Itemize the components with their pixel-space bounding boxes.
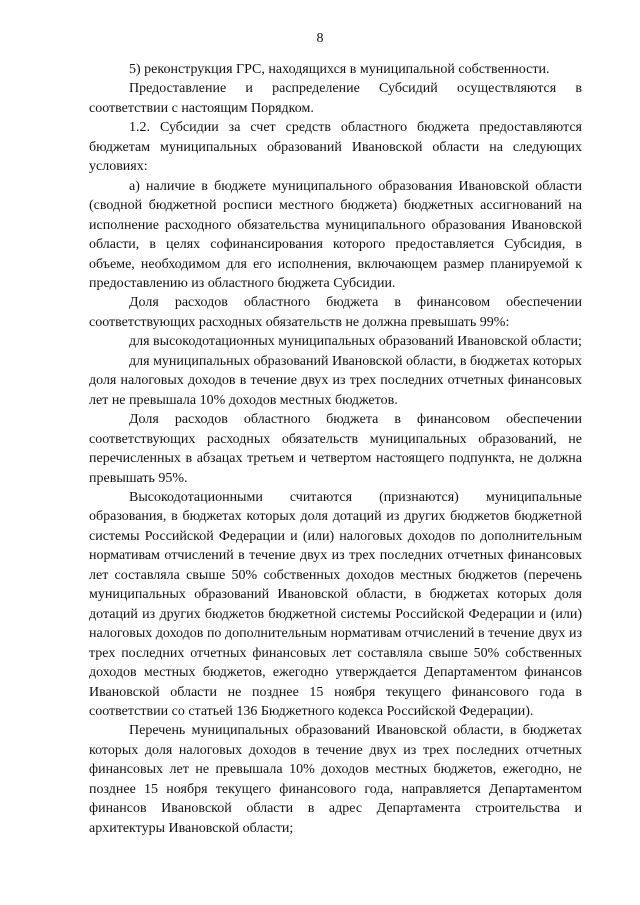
paragraph-condition-a: а) наличие в бюджете муниципального образования Ивановской области (сводной бюджетной росписи местного бюджета) бюджетных ассигнований на исполнение расходного обязательства муниципального образования Ивановской области, в целях софинансирования которого предоставляется Субсидия, в объеме, необходимом для его исполнения, включающем размер планируемой к предоставлению из областного бюджета Субсидии. [89,178,582,291]
paragraph-list-direction: Перечень муниципальных образований Ивановской области, в бюджетах которых доля налоговых доходов в течение двух из трех последних отчетных финансовых лет не превышала 10% доходов местных бюджетов, ежегодно, не позднее 15 ноября текущего финансового года, направляется Департаментом финансов Ивановской области в адрес Департамента строительства и архитектуры Ивановской области; [89,723,582,836]
paragraph-low-tax-income: для муниципальных образований Ивановской области, в бюджетах которых доля налоговых доходов в течение двух из трех последних отчетных финансовых лет не превышала 10% доходов местных бюджетов. [89,353,582,408]
page-number: 8 [316,31,324,46]
paragraph-high-subsidy-definition: Высокодотационными считаются (признаются) муниципальные образования, в бюджетах которых доля дотаций из других бюджетов бюджетной системы Российской Федерации и (или) налоговых доходов по дополнительным нормативам отчислений в течение двух из трех последних отчетных финансовых лет составляла свыше 50% собственных доходов местных бюджетов (перечень муниципальных образований Ивановской области, в бюджетах которых доля дотаций из других бюджетов бюджетной системы Российской Федерации и (или) налоговых доходов по дополнительным нормативам отчислений в течение двух из трех последних отчетных финансовых лет составляла свыше 50% собственных доходов местных бюджетов, ежегодно утверждается Департаментом финансов Ивановской области не позднее 15 ноября текущего финансового года в соответствии со статьей 136 Бюджетного кодекса Российской Федерации). [89,489,582,719]
paragraph-1-2: 1.2. Субсидии за счет средств областного бюджета предоставляются бюджетам муниципальных образований Ивановской области на следующих условиях: [89,120,582,175]
paragraph-item-5: 5) реконструкция ГРС, находящихся в муниципальной собственности. [129,62,550,77]
paragraph-subsidy-provision: Предоставление и распределение Субсидий осуществляются в соответствии с настоящим Порядком. [89,81,582,116]
paragraph-share-95: Доля расходов областного бюджета в финансовом обеспечении соответствующих расходных обязательств муниципальных образований, не перечисленных в абзацах третьем и четвертом настоящего подпункта, не должна превышать 95%. [89,412,582,486]
paragraph-share-99: Доля расходов областного бюджета в финансовом обеспечении соответствующих расходных обязательств не должна превышать 99%: [89,295,582,330]
document-body [89,60,582,838]
paragraph-high-subsidy: для высокодотационных муниципальных образований Ивановской области; [129,334,582,350]
